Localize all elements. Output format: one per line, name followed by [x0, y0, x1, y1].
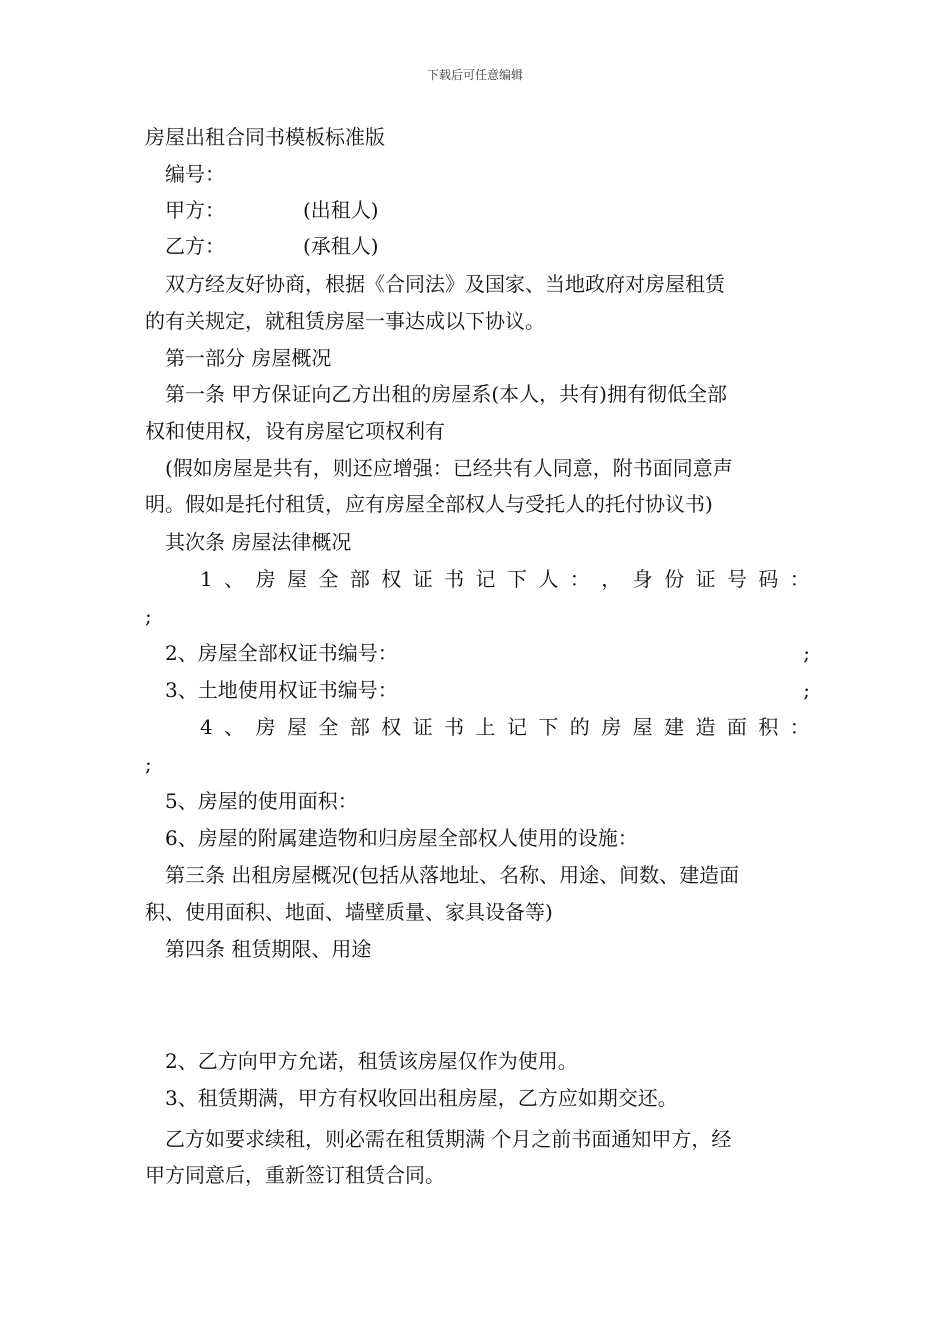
item4-char: 上: [475, 715, 496, 739]
party-a-label: 甲方：: [165, 198, 225, 222]
part1-heading: 第一部分 房屋概况: [165, 346, 332, 370]
item4-char: 下: [538, 715, 559, 739]
item5-text: 5、房屋的使用面积：: [165, 789, 358, 813]
item4-char: 房: [601, 715, 622, 739]
item1-char: 书: [444, 567, 465, 591]
item4-char: 权: [381, 715, 402, 739]
item4-char: 4: [200, 715, 213, 739]
party-a-line: [165, 195, 810, 225]
item1-char: ，: [601, 567, 622, 591]
item4-char: 屋: [287, 715, 307, 739]
item4-char: 、: [224, 715, 245, 739]
article1-line-1: 第一条 甲方保证向乙方出租的房屋系(本人，共有)拥有彻低全部: [165, 382, 727, 406]
item2-tail: ;: [803, 641, 810, 665]
item3-line: [165, 675, 810, 705]
item4-char: 屋: [632, 715, 653, 739]
item1-char: 份: [664, 567, 685, 591]
item1-char: 号: [726, 567, 747, 591]
item4-tail: ;: [145, 752, 152, 776]
document-title: 房屋出租合同书模板标准版: [145, 125, 385, 149]
item4-char: 书: [444, 715, 465, 739]
header-note: 下载后可任意编辑: [426, 68, 523, 82]
item3-tail: ;: [803, 678, 810, 702]
term3-text: 3、租赁期满，甲方有权收回出租房屋，乙方应如期交还。: [165, 1086, 678, 1110]
party-a-role: (出租人): [303, 198, 379, 222]
item4-char: 记: [506, 715, 527, 739]
item1-char: ：: [789, 567, 810, 591]
item4-char: 全: [318, 715, 339, 739]
item1-char: 屋: [287, 567, 307, 591]
item1-char: 1: [200, 567, 213, 591]
item1-tail: ;: [145, 604, 152, 628]
item1-char: 房: [255, 567, 276, 591]
article1-note-line-1: (假如房屋是共有，则还应增强：已经共有人同意，附书面同意声: [165, 456, 733, 480]
item1-char: 身: [632, 567, 653, 591]
intro-line-1: 双方经友好协商，根据《合同法》及国家、当地政府对房屋租赁: [165, 272, 725, 296]
party-b-line: [165, 231, 810, 261]
article4-heading: 第四条 租赁期限、用途: [165, 937, 372, 961]
item3-text: 3、土地使用权证书编号：: [165, 678, 398, 702]
number-label: 编号：: [165, 162, 225, 186]
item1-char: 全: [318, 567, 339, 591]
item1-char: 证: [412, 567, 433, 591]
item1-char: 人: [538, 567, 559, 591]
article1-note-line-2: 明。假如是托付租赁，应有房屋全部权人与受托人的托付协议书): [145, 492, 713, 516]
item1-char: 证: [695, 567, 716, 591]
article2-heading: 其次条 房屋法律概况: [165, 530, 352, 554]
article3-line-2: 积、使用面积、地面、墙壁质量、家具设备等): [145, 900, 553, 924]
item4-char: 部: [349, 715, 370, 739]
item6-text: 6、房屋的附属建造物和归房屋全部权人使用的设施：: [165, 826, 638, 850]
intro-line-2: 的有关规定，就租赁房屋一事达成以下协议。: [145, 309, 545, 333]
item4-char: 的: [569, 715, 590, 739]
item1-char: 部: [349, 567, 370, 591]
item4-line: [200, 712, 810, 742]
item1-line: [200, 564, 810, 594]
item4-char: 建: [664, 715, 685, 739]
item1-char: 码: [758, 567, 779, 591]
term2-text: 2、乙方向甲方允诺，租赁该房屋仅作为使用。: [165, 1049, 578, 1073]
item1-char: 下: [506, 567, 527, 591]
article1-line-2: 权和使用权，设有房屋它项权利有: [145, 419, 445, 443]
item4-char: 房: [255, 715, 276, 739]
item4-char: 证: [412, 715, 433, 739]
item4-char: 面: [726, 715, 747, 739]
item4-char: 造: [695, 715, 716, 739]
party-b-role: (承租人): [303, 234, 379, 258]
item4-char: ：: [789, 715, 810, 739]
renew-line-1: 乙方如要求续租，则必需在租赁期满 个月之前书面通知甲方，经: [165, 1127, 732, 1151]
item1-char: ：: [569, 567, 590, 591]
item1-char: 记: [475, 567, 496, 591]
item2-text: 2、房屋全部权证书编号：: [165, 641, 398, 665]
article3-line-1: 第三条 出租房屋概况(包括从落地址、名称、用途、间数、建造面: [165, 863, 740, 887]
item1-char: 权: [381, 567, 402, 591]
item2-line: [165, 638, 810, 668]
renew-line-2: 甲方同意后，重新签订租赁合同。: [145, 1163, 445, 1187]
item1-char: 、: [224, 567, 245, 591]
item4-char: 积: [758, 715, 779, 739]
party-b-label: 乙方：: [165, 234, 225, 258]
